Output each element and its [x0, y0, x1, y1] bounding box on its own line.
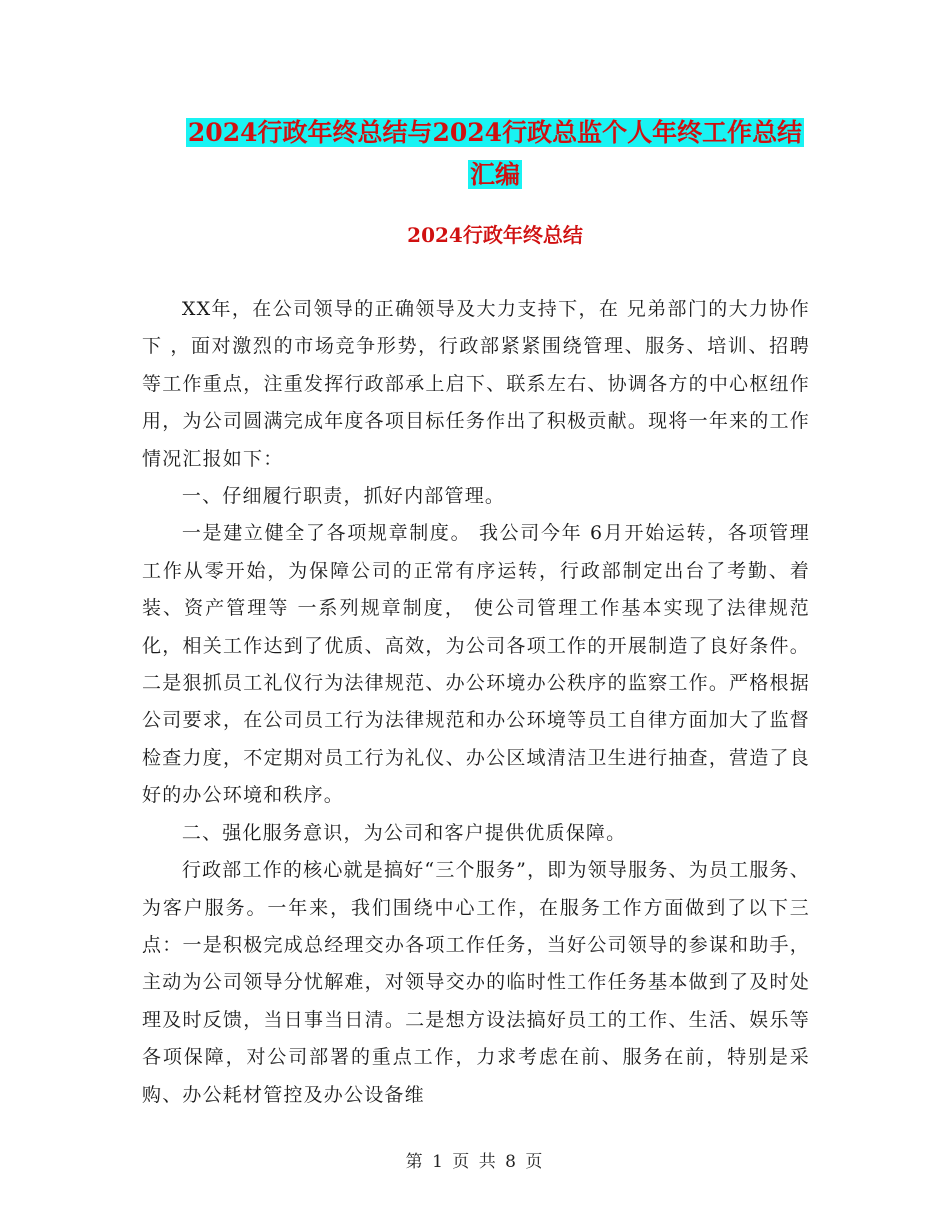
title-line-1: 2024行政年终总结与2024行政总监个人年终工作总结 — [187, 118, 803, 147]
paragraph-service: 行政部工作的核心就是搞好“三个服务”，即为领导服务、为员工服务、为客户服务。一年来，我们围绕中心工作，在服务工作方面做到了以下三点：一是积极完成总经理交办各项工作任务，当好公司领导的参谋和助手，主动为公司领导分忧解难，对领导交办的临时性工作任务基本做到了及时处理及时反馈，当日事当日清。二是想方设法搞好员工的工作、生活、娱乐等各项保障，对公司部署的重点工作，力求考虑在前、服务在前，特别是采购、办公耗材管控及办公设备维 — [142, 859, 810, 1106]
paragraph-rules: 一是建立健全了各项规章制度。 我公司今年 6月开始运转，各项管理工作从零开始，为保障公司的正常有序运转，行政部制定出台了考勤、着装、资产管理等 一系列规章制度， 使公司管理工作基本实现了法律规范化，相关工作达到了优质、高效，为公司各项工作的开展制造了良好条件。二是狠抓员工礼仪行为法律规范、办公环境办公秩序的监察工作。严格根据公司要求，在公司员工行为法律规范和办公环境等员工自律方面加大了监督检查力度，不定期对员工行为礼仪、办公区域清洁卫生进行抽查，营造了良好的办公环境和秩序。 — [142, 522, 810, 807]
page-footer: 第 1 页 共 8 页 — [405, 1152, 545, 1172]
paragraph-heading-1: 一、仔细履行职责，抓好内部管理。 — [181, 485, 506, 508]
document-title — [140, 112, 850, 196]
title-line-2: 汇编 — [469, 160, 520, 189]
section-title: 2024行政年终总结 — [407, 223, 583, 247]
body-text — [142, 291, 810, 1114]
paragraph-heading-2: 二、强化服务意识，为公司和客户提供优质保障。 — [181, 821, 627, 844]
paragraph-intro: XX年，在公司领导的正确领导及大力支持下，在 兄弟部门的大力协作下 ，面对激烈的市场竞争形势，行政部紧紧围绕管理、服务、培训、招聘等工作重点，注重发挥行政部承上启下、联系左右、协调各方的中心枢纽作用，为公司圆满完成年度各项目标任务作出了积极贡献。现将一年来的工作情况汇报如下： — [142, 298, 810, 470]
